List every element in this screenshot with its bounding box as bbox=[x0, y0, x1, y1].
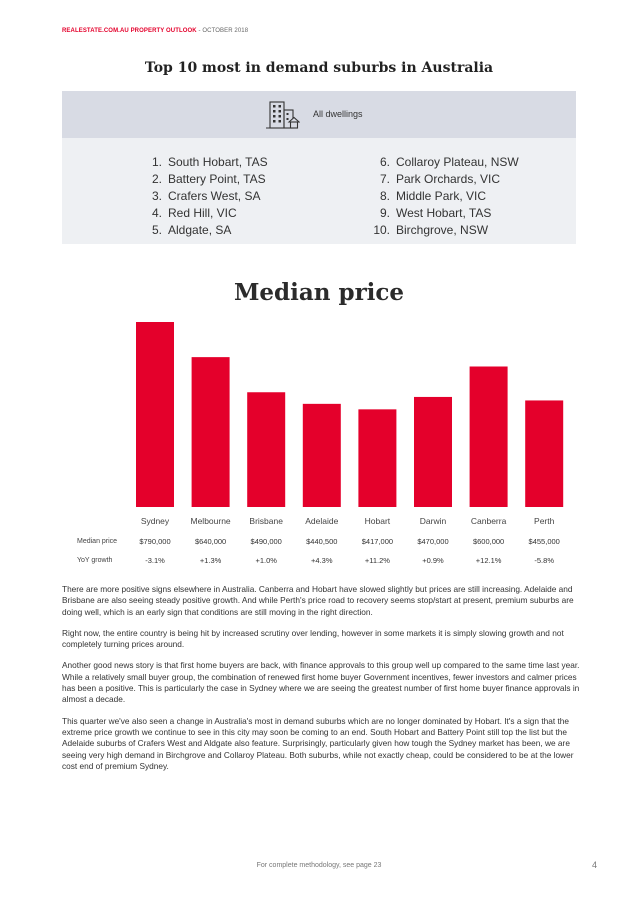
yoy-growth-label: +1.3% bbox=[199, 556, 222, 565]
rank-number: 4. bbox=[151, 206, 162, 220]
median-price-label: $490,000 bbox=[250, 537, 282, 546]
rank-number: 8. bbox=[379, 189, 390, 203]
category-label: Canberra bbox=[470, 516, 507, 526]
page-number: 4 bbox=[592, 860, 598, 870]
rank-number: 3. bbox=[151, 189, 162, 203]
median-price-label: $640,000 bbox=[194, 537, 227, 546]
bar-adelaide bbox=[303, 404, 341, 507]
body-text bbox=[62, 584, 582, 782]
bar-canberra bbox=[470, 366, 508, 507]
yoy-growth-label: +0.9% bbox=[422, 556, 444, 565]
yoy-growth-label: +1.0% bbox=[255, 556, 277, 565]
median-price-label: $600,000 bbox=[472, 537, 505, 546]
header-brand: REALESTATE.COM.AU PROPERTY OUTLOOK bbox=[62, 28, 197, 34]
suburb-name: Birchgrove, NSW bbox=[396, 223, 489, 237]
median-price-row-label: Median price bbox=[77, 538, 118, 545]
rank-number: 10. bbox=[373, 223, 390, 237]
median-price-label: $417,000 bbox=[361, 537, 394, 546]
bar-brisbane bbox=[247, 392, 285, 507]
category-label: Brisbane bbox=[249, 516, 283, 526]
category-label: Darwin bbox=[419, 516, 447, 526]
rank-number: 5. bbox=[151, 223, 162, 237]
header-date: - OCTOBER 2018 bbox=[196, 28, 249, 34]
category-label: Adelaide bbox=[305, 516, 339, 526]
category-label: Sydney bbox=[140, 516, 170, 526]
yoy-growth-label: +4.3% bbox=[311, 556, 333, 565]
chart-title: Median price bbox=[233, 279, 405, 306]
bar-darwin bbox=[414, 397, 452, 507]
category-label: Perth bbox=[534, 516, 555, 526]
top-suburbs-title: Top 10 most in demand suburbs in Australia bbox=[144, 60, 494, 76]
suburb-name: Park Orchards, VIC bbox=[396, 172, 501, 186]
body-paragraph: Another good news story is that first home buyers are back, with finance approvals to this group well up compared to the same time last year. While a relatively small buyer group, the combination of renewed first home buyer Government incentives, fewer investors and calmer prices has been a positive. This is particularly the case in Sydney where we are seeing the greatest number of first home buyer finance approvals in almost a decade. bbox=[62, 660, 580, 705]
bar-sydney bbox=[136, 322, 174, 507]
category-label: Melbourne bbox=[190, 516, 231, 526]
suburb-name: Crafers West, SA bbox=[168, 189, 261, 203]
suburb-name: Battery Point, TAS bbox=[168, 172, 266, 186]
rank-number: 9. bbox=[379, 206, 390, 220]
methodology-note: For complete methodology, see page 23 bbox=[256, 862, 382, 869]
body-paragraph: This quarter we've also seen a change in Australia's most in demand suburbs which are no longer dominated by Hobart. It's a sign that the extreme price growth we continue to see in this city may soon be coming to an end. South Hobart and Battery Point still top the list but the Adelaide suburbs of Crafers West and Aldgate also feature. Surprisingly, particularly given how tough the Sydney market has been, we are seeing very high demand in Birchgrove and Collaroy Plateau. Both suburbs, while not exactly cheap, could be considered to be at the lower cost end of premium Sydney. bbox=[62, 715, 574, 771]
bar-melbourne bbox=[192, 357, 230, 507]
yoy-growth-label: +11.2% bbox=[364, 556, 390, 565]
bar-hobart bbox=[358, 409, 396, 507]
body-paragraph: Right now, the entire country is being hit by increased scrutiny over lending, however in some markets it is simply slowing growth and not completely turning prices around. bbox=[62, 627, 564, 650]
suburb-name: Aldgate, SA bbox=[168, 223, 232, 237]
suburb-name: South Hobart, TAS bbox=[168, 155, 268, 169]
rank-number: 6. bbox=[379, 155, 390, 169]
yoy-growth-label: -5.8% bbox=[534, 556, 554, 565]
median-price-label: $440,500 bbox=[306, 537, 338, 546]
median-price-label: $455,000 bbox=[528, 537, 560, 546]
median-price-label: $790,000 bbox=[139, 537, 171, 546]
rank-number: 1. bbox=[151, 155, 162, 169]
suburb-name: Collaroy Plateau, NSW bbox=[396, 155, 519, 169]
body-paragraph: There are more positive signs elsewhere in Australia. Canberra and Hobart have slowed slightly but prices are still increasing. Adelaide and Brisbane are also seeing steady positive growth. And while Perth's price road to recovery seems stop/start at present, premium suburbs are doing well, which is an early sign that conditions are still moving in the right direction. bbox=[62, 584, 574, 617]
yoy-growth-label: -3.1% bbox=[145, 556, 165, 565]
suburb-name: Middle Park, VIC bbox=[396, 189, 487, 203]
median-price-label: $470,000 bbox=[417, 537, 449, 546]
rank-number: 7. bbox=[379, 172, 390, 186]
yoy-growth-row-label: YoY growth bbox=[77, 557, 113, 564]
suburb-name: West Hobart, TAS bbox=[396, 206, 492, 220]
bar-perth bbox=[525, 400, 563, 507]
suburb-name: Red Hill, VIC bbox=[168, 206, 237, 220]
dwellings-label: All dwellings bbox=[313, 109, 363, 119]
rank-number: 2. bbox=[151, 172, 162, 186]
yoy-growth-label: +12.1% bbox=[475, 556, 502, 565]
category-label: Hobart bbox=[364, 516, 391, 526]
